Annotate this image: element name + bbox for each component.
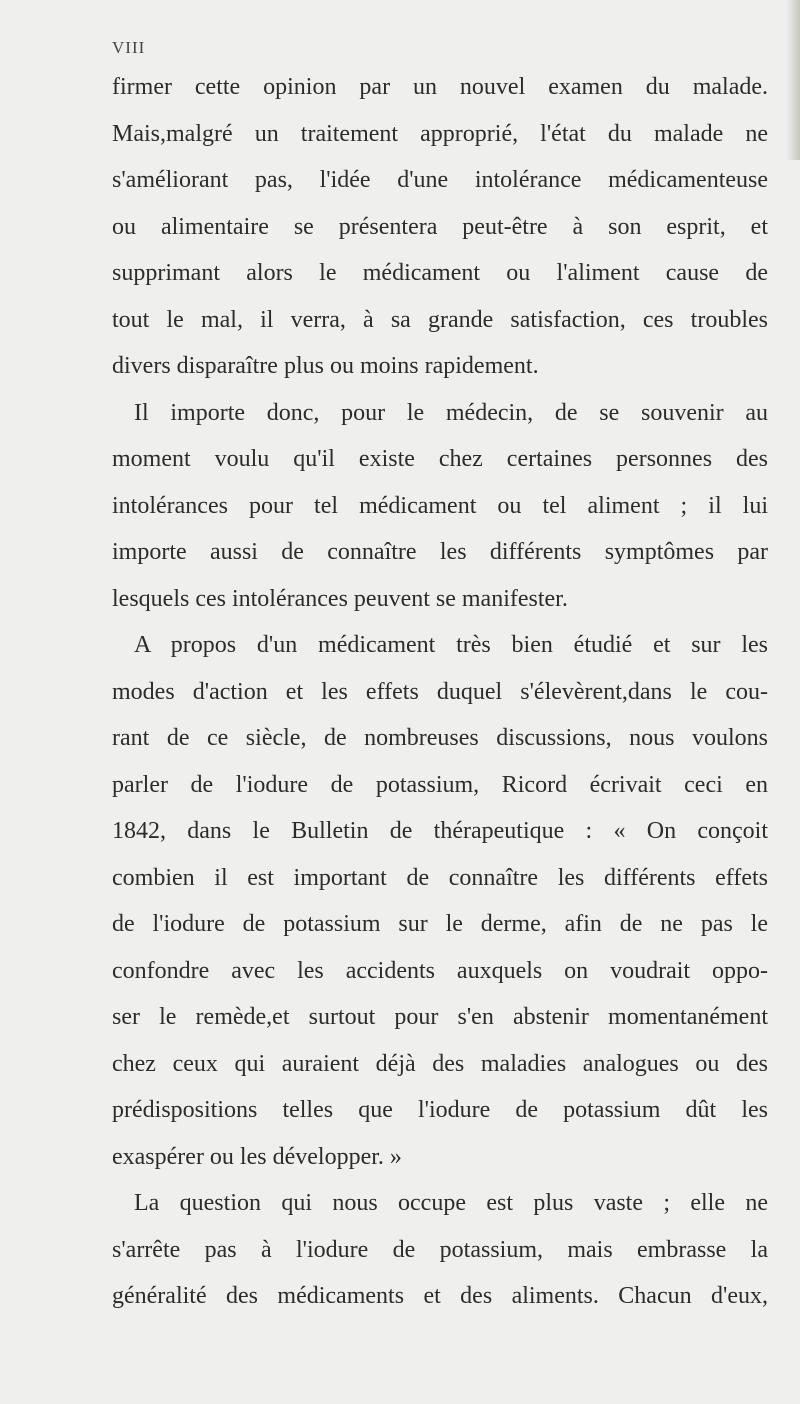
text-line: de l'iodure de potassium sur le derme, afin de ne pas le <box>112 911 768 937</box>
text-line: importe aussi de connaître les différents symptômes par <box>112 539 768 565</box>
page-edge-shadow <box>786 0 800 160</box>
text-line: ser le remède,et surtout pour s'en abstenir momentanément <box>112 1004 768 1030</box>
text-line: s'améliorant pas, l'idée d'une intolérance médicamenteuse <box>112 167 768 193</box>
text-line: supprimant alors le médicament ou l'aliment cause de <box>112 260 768 286</box>
text-line: lesquels ces intolérances peuvent se manifester. <box>112 585 568 612</box>
text-line: moment voulu qu'il existe chez certaines personnes des <box>112 446 768 472</box>
text-line: divers disparaître plus ou moins rapidement. <box>112 353 539 379</box>
page-number: VIII <box>112 38 146 57</box>
text-line: combien il est important de connaître les différents effets <box>112 864 768 891</box>
text-line: généralité des médicaments et des aliments. Chacun d'eux, <box>112 1283 768 1309</box>
body-text <box>112 64 768 1320</box>
text-line: parler de l'iodure de potassium, Ricord écrivait ceci en <box>112 771 768 798</box>
text-line: Mais,malgré un traitement approprié, l'état du malade ne <box>112 120 768 147</box>
text-line: firmer cette opinion par un nouvel examen du malade. <box>112 74 768 100</box>
text-line: prédispositions telles que l'iodure de potassium dût les <box>112 1097 768 1123</box>
text-line: rant de ce siècle, de nombreuses discussions, nous voulons <box>112 725 768 751</box>
text-line: La question qui nous occupe est plus vaste ; elle ne <box>134 1190 768 1216</box>
text-line: 1842, dans le Bulletin de thérapeutique : « On conçoit <box>112 818 768 844</box>
text-line: confondre avec les accidents auxquels on voudrait oppo- <box>112 957 768 984</box>
text-line: A propos d'un médicament très bien étudié et sur les <box>134 632 768 658</box>
text-line: Il importe donc, pour le médecin, de se souvenir au <box>134 399 768 426</box>
text-line: tout le mal, il verra, à sa grande satisfaction, ces troubles <box>112 306 768 333</box>
text-line: intolérances pour tel médicament ou tel aliment ; il lui <box>112 492 768 519</box>
text-line: ou alimentaire se présentera peut-être à son esprit, et <box>112 213 768 240</box>
text-line: chez ceux qui auraient déjà des maladies analogues ou des <box>112 1050 768 1077</box>
text-line: modes d'action et les effets duquel s'élevèrent,dans le cou- <box>112 678 768 705</box>
text-line: s'arrête pas à l'iodure de potassium, mais embrasse la <box>112 1236 768 1263</box>
text-line: exaspérer ou les développer. » <box>112 1143 402 1170</box>
